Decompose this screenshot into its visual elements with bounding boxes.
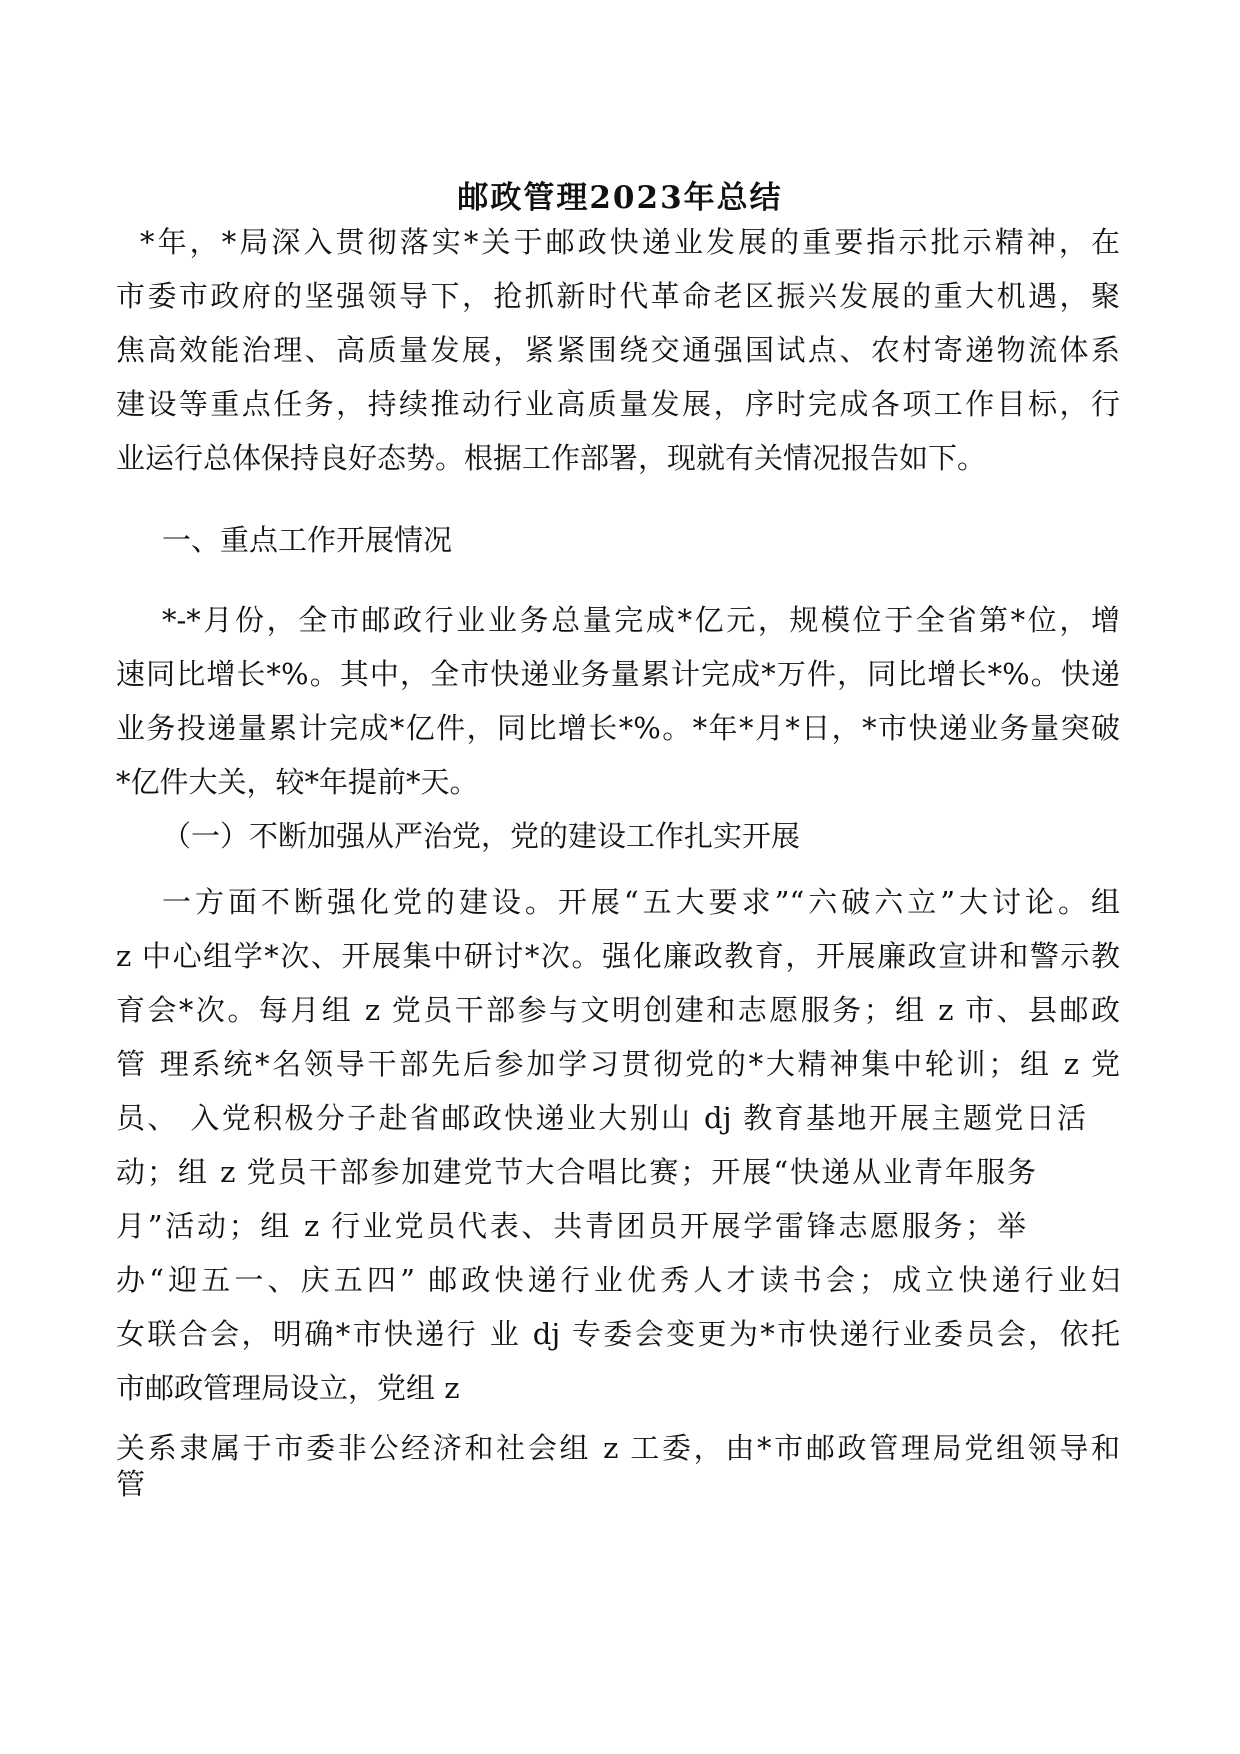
section-heading: 一、重点工作开展情况 [162,523,453,557]
paragraph-line: 月”活动；组 z 行业党员代表、共青团员开展学雷锋志愿服务；举 [116,1209,1026,1243]
paragraph-line: *亿件大关，较*年提前*天。 [116,765,479,799]
document-title: 邮政管理2023年总结 [457,180,783,216]
paragraph-line: 焦高效能治理、高质量发展，紧紧围绕交通强国试点、农村寄递物流体系 [116,333,1120,367]
paragraph-line: 市邮政管理局设立，党组 z [116,1371,460,1405]
paragraph-line: z 中心组学*次、开展集中研讨*次。强化廉政教育，开展廉政宣讲和警示教 [116,939,1120,973]
paragraph-line: 女联合会，明确*市快递行 业 dj 专委会变更为*市快递行业委员会，依托 [116,1317,1120,1351]
paragraph-line: 业务投递量累计完成*亿件，同比增长*%。*年*月*日，*市快递业务量突破 [116,711,1120,745]
paragraph-line: 动；组 z 党员干部参加建党节大合唱比赛；开展“快递从业青年服务 [116,1155,1036,1189]
paragraph-line: *年，*局深入贯彻落实*关于邮政快递业发展的重要指示批示精神，在 [140,225,1120,259]
paragraph-line: 育会*次。每月组 z 党员干部参与文明创建和志愿服务；组 z 市、县邮政 [116,993,1120,1027]
paragraph-line: 管 理系统*名领导干部先后参加学习贯彻党的*大精神集中轮训；组 z 党 [116,1047,1120,1081]
paragraph-line: 建设等重点任务，持续推动行业高质量发展，序时完成各项工作目标，行 [116,387,1120,421]
paragraph-line: 办“迎五一、庆五四” 邮政快递行业优秀人才读书会；成立快递行业妇 [116,1263,1120,1297]
paragraph-line: 市委市政府的坚强领导下，抢抓新时代革命老区振兴发展的重大机遇，聚 [116,279,1120,313]
subsection-heading: （一）不断加强从严治党，党的建设工作扎实开展 [162,819,801,853]
paragraph-line: 关系隶属于市委非公经济和社会组 z 工委，由*市邮政管理局党组领导和 [116,1431,1120,1465]
paragraph-line: 管 [116,1467,146,1501]
paragraph-line: 速同比增长*%。其中，全市快递业务量累计完成*万件，同比增长*%。快递 [116,657,1120,691]
paragraph-line: 员、 入党积极分子赴省邮政快递业大别山 dj 教育基地开展主题党日活 [116,1101,1086,1135]
paragraph-line: 一方面不断强化党的建设。开展“五大要求”“六破六立”大讨论。组 [162,885,1120,919]
paragraph-line: 业运行总体保持良好态势。根据工作部署，现就有关情况报告如下。 [116,441,987,475]
paragraph-line: *-*月份，全市邮政行业业务总量完成*亿元，规模位于全省第*位，增 [162,603,1120,637]
